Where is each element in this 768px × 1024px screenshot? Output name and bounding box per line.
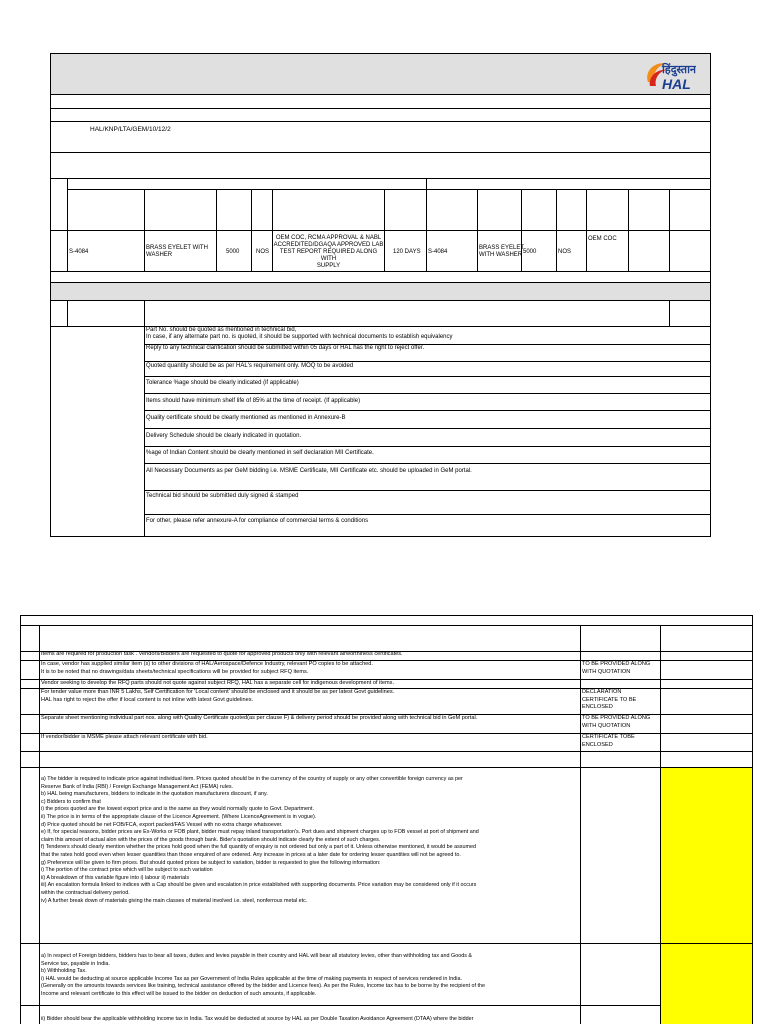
unit-2: NOS [558,249,572,255]
logo-text: HAL [662,76,691,92]
hal-logo [640,56,696,94]
coc-requirement: OEM COC [588,236,617,242]
term-3: Vendor seeking to develop the RFQ parts should not quote against subject RFQ, HAL has a separate cell for indigenous development of items. [41,680,395,686]
instruction-11: For other, please refer annexure-A for compliance of commercial terms & conditions [146,518,369,524]
item-description: BRASS EYELET WITH WASHER [146,245,208,258]
tax-clause: a) In respect of Foreign bidders, bidders has to bear all taxes, duties and levies payable in their country and HAL will bear all statutory levies, other than withholding tax and Goods & Service tax, payable in India. b) Withholding Tax. i) HAL would be deducting at source applicable Income Tax as per Government of India Rules applicable at the time of making payments in respect of services rendered in India. (Generally on the amounts towards services like training, technical assistance offered by the bidder and Licence fees). As per the Rules, Income tax has to be borne by the recipient of the Income and relevant certificate to this effect will be issued to the bidder on deduction of such amounts, if applicable. [41,953,485,997]
yellow-highlight-column [661,768,752,1024]
part-number: S-4084 [69,249,89,255]
gray-band [51,283,710,300]
item-description-2: BRASS EYELET WITH WASHER [479,245,525,258]
instruction-1: Part No. should be quoted as mentioned in technical bid, In case, if any alternate part no. is quoted, it should be supported with technical documents to establish equivalency [146,327,453,340]
term-5-note: TO BE PROVIDED ALONG WITH QUOTATION [582,715,651,729]
instruction-5: Items should have minimum shelf life of 85% at the time of receipt. (If applicable) [146,398,361,404]
instruction-2: Reply to any technical clarification should be submitted within 05 days or HAL has the right to reject offer. [146,345,425,351]
term-1: Items are required for production task . Vendors/Bidders are requested to quote for approved products only with relevant airworthiness certificates. [41,651,403,657]
delivery-period: 120 DAYS [393,249,421,255]
instruction-8: %age of Indian Content should be clearly mentioned in self declaration MII Certificate. [146,450,374,456]
term-6-note: CERTIFICATE TOBE ENCLOSED [582,734,635,748]
part-number-2: S-4084 [428,249,448,255]
instruction-7: Delivery Schedule should be clearly indicated in quotation. [146,433,302,439]
instruction-3: Quoted quantity should be as per HAL's requirement only. MOQ to be avoided [146,363,354,369]
header-band [51,54,710,94]
instruction-10: Technical bid should be submitted duly signed & stamped [146,493,299,499]
term-2: In case, vendor has supplied similar item (s) to other divisions of HAL/Aerospace/Defence Industry, relevant PO copies to be attached. It is to be noted that no drawings/data sheets/technical specifications will be provided for subject RFQ items. [41,661,373,675]
quantity: 5000 [226,249,240,255]
term-4-note: DECLARATION CERTIFICATE TO BE ENCLOSED [582,689,637,710]
instruction-9: All Necessary Documents as per GeM bidding i.e. MSME Certificate, MII Certificate etc. should be uploaded in GeM portal. [146,468,472,474]
quantity-2: 5000 [523,249,537,255]
instruction-6: Quality certificate should be clearly mentioned as mentioned in Annexure-B [146,415,346,421]
term-5: Separate sheet mentioning individual part nos. along with Quality Certificate quoted(as per clause F) & delivery period should be provided along with technical bid in GeM portal. [41,715,478,721]
tax-clause-continued: ii) Bidder should bear the applicable withholding income tax in India. Tax would be deducted at source by HAL as per Double Taxation Avoidance Agreement (DTAA) where the bidder [41,1016,474,1022]
unit: NOS [256,249,270,255]
requirement: OEM COC, RCMA APPROVAL & NABL ACCREDITED/DGAQA APPROVED LAB TEST REPORT REQUIRED ALONG WITH SUPPLY [273,235,384,269]
term-6: If vendor/bidder is MSME please attach relevant certificate with bid. [41,734,208,740]
instruction-4: Tolerance %age should be clearly indicated (if applicable) [146,380,299,386]
term-4: For tender value more than INR 5 Lakhs, Self Certification for 'Local content' should be enclosed and it should be as per latest Govt guidelines. HAL has right to reject the offer if local content is not inline with latest Govt guidelines. [41,689,395,703]
svg-text:हिंदुस्तान: हिंदुस्तान [662,63,696,76]
term-2-note: TO BE PROVIDED ALONG WITH QUOTATION [582,661,651,675]
reference-number: HAL/KNP/LTA/GEM/10/12/2 [90,126,171,133]
price-clause: a) The bidder is required to indicate price against individual item. Prices quoted should be in the currency of the country of supply or any other convertible foreign currency as per Reserve Bank of India (RBI) / Foreign Exchange Management Act (FEMA) rules. b) HAL being manufacturers, bidders to indicate in the quotation manufacturers discount, if any. c) Bidders to confirm that i) the prices quoted are the lowest export price and is the same as they would normally quote to Govt. Department. ii) The price is in terms of the appropriate clause of the Licence Agreement. (Where LicenceAgreement is in vogue). d) Price quoted should be net FOB/FCA, export packed/FAS Vessel with no extra charge whatsoever. e) If, for special reasons, bidder prices are Ex-Works or FOB plant, bidder must repay inland transportation's. Port dues and shipment charges up to FOB vessel at port of shipment and claim this amount of actual alon with the prices of the goods through bank. Bider's quotation should indicate clearly the extent of such charges. f) Tenderers should clearly mention whether the prices hold good when the full quantity of enquiry is not ordered but only a part of it. Unless otherwise mentioned, it would be assumed that the rates hold good even when lesser quantities than those enquired of are ordered. Any increase in prices at a later date for ordering lesser quantities will not be agreed to. g) Preference will be given to firm prices. But should quoted prices be subject to variation, bidder is requested to give the following information: i) The portion of the contract price which will be subject to such variation ii) A breakdown of this variable figure into i) labour ii) materials iii) An escalation formula linked to indices with a Cap should be given and escalation in price established with supporting documents. Price variation may be considered only if it occurs within the contractual delivery period. iv) A further break down of materials giving the main classes of material involved i.e. steel, nonferrous metal etc. [41,776,479,904]
